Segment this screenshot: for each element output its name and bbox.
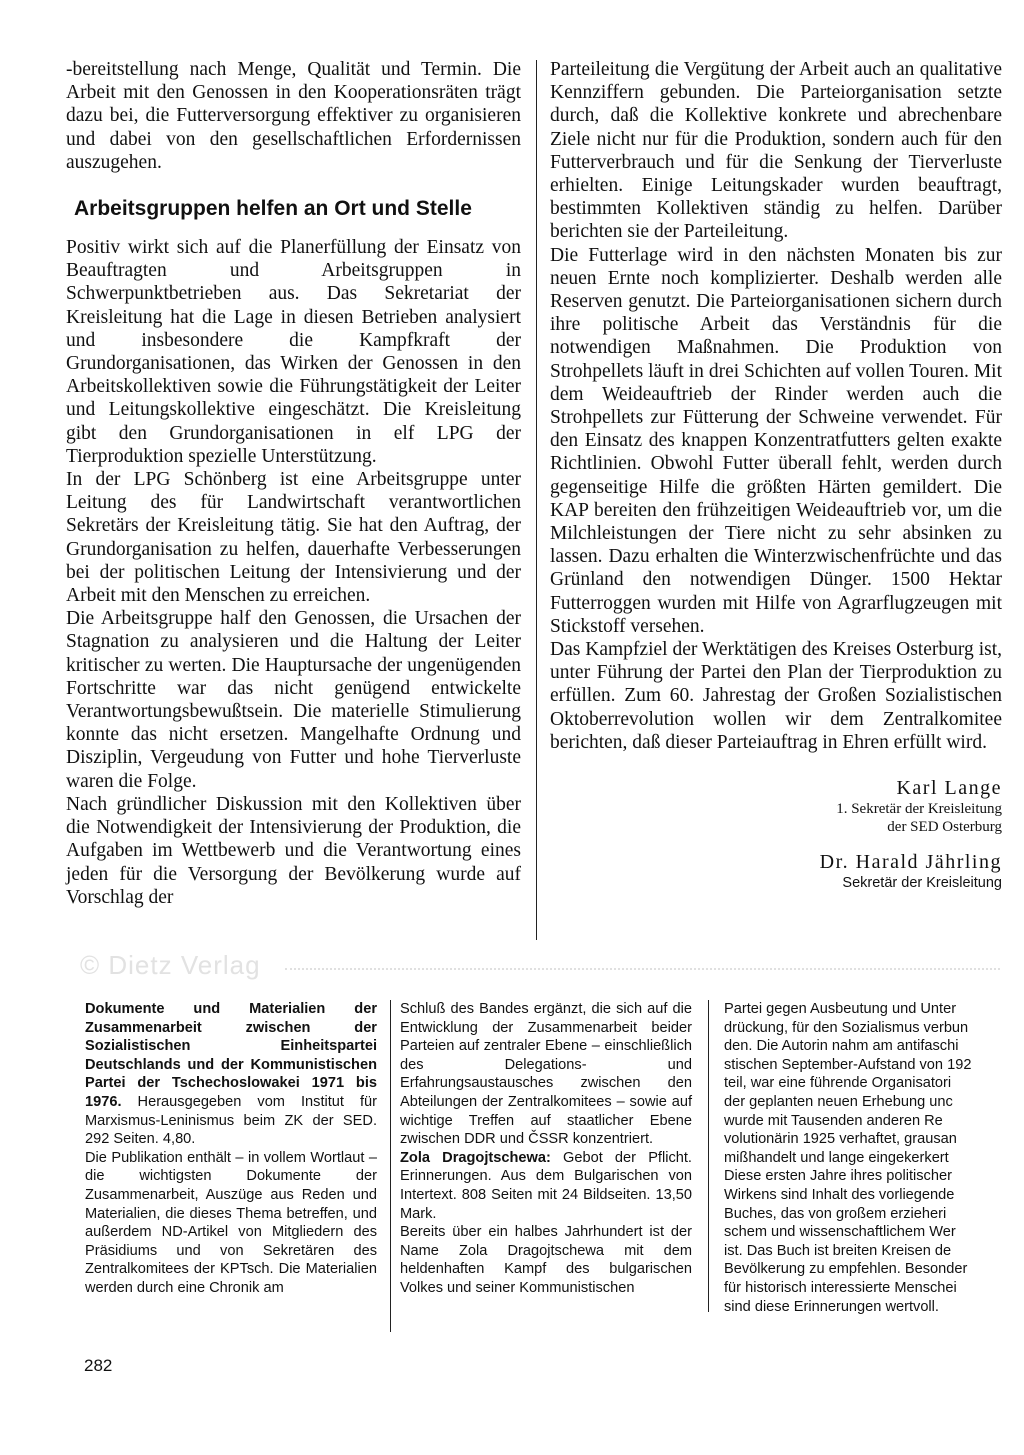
book-title: Zola Dragojtschewa:	[400, 1149, 551, 1166]
book-meta: Gebot der Pflicht. Erinnerungen. Aus dem Bulgarischen von Intertext. 808 Seiten mit 24 Bildseiten. 13,50 Mark.	[400, 1149, 692, 1222]
author-name: Dr. Harald Jährling	[819, 851, 1002, 874]
review-line: teil, war eine führende Organisatori	[724, 1075, 952, 1092]
book-review-column-3	[724, 1000, 1006, 1316]
publisher-watermark: © Dietz Verlag	[80, 950, 261, 980]
article-paragraph: In der LPG Schönberg ist eine Arbeitsgruppe unter Leitung des für Landwirtschaft verantwortlichen Sekretärs der Kreisleitung tätig. Sie hat den Auftrag, der Grundorganisation zu helfen, dauerhafte Verbesserungen bei der politischen Leitung der Intensivierung und der Arbeit mit den Menschen zu erreichen.	[66, 469, 521, 607]
review-paragraph	[85, 1000, 377, 1149]
article-paragraph: -bereitstellung nach Menge, Qualität und Termin. Die Arbeit mit den Genossen in den Kooperationsräten trägt dazu bei, die Futterversorgung effektiver zu organisieren und dabei von den gesellschaftlichen Erfordernissen auszugehen.	[66, 59, 521, 173]
review-line: schem und wissenschaftlichem Wer	[724, 1224, 956, 1241]
review-line: ist. Das Buch ist breiten Kreisen de	[724, 1242, 952, 1259]
review-paragraph	[400, 1149, 692, 1223]
review-line: Diese ersten Jahre ihres politischer	[724, 1168, 952, 1185]
review-paragraph	[724, 1000, 1006, 1316]
review-paragraph: Die Publikation enthält – in vollem Wortlaut – die wichtigsten Dokumente der Zusammenarbeit, Auszüge aus Reden und Materialien, die dieses Thema betreffen, und außerdem ND-Artikel von Mitgliedern des Präsidiums und von Sekretären des Zentralkomitees der KPTsch. Die Materialien werden durch eine Chronik am	[85, 1149, 377, 1296]
review-line: mißhandelt und lange eingekerkert	[724, 1149, 949, 1166]
column-divider	[536, 60, 537, 940]
review-line: Wirkens sind Inhalt des vorliegende	[724, 1186, 955, 1203]
book-review-column-2	[400, 1000, 692, 1298]
left-article-column	[66, 58, 521, 909]
article-paragraph: Parteileitung die Vergütung der Arbeit auch an qualitative Kennziffern gebunden. Die Parteiorganisation setzte durch, daß die Kollektive konkrete und abrechenbare Ziele nicht nur für die Produktion, sondern auch für den Futterverbrauch und für die Senkung der Tierverluste erhielten. Einige Leitungskader wurden beauftragt, bestimmten Kollektiven ständig zu helfen. Darüber berichten sie der Parteileitung.	[550, 59, 1002, 243]
review-line: stischen September-Aufstand von 192	[724, 1056, 972, 1073]
right-article-column	[550, 58, 1002, 892]
review-line: sind diese Erinnerungen wertvoll.	[724, 1298, 939, 1315]
author-role: 1. Sekretär der Kreisleitung	[836, 801, 1002, 818]
review-line: Partei gegen Ausbeutung und Unter	[724, 1001, 957, 1017]
review-line: wurde mit Tausenden anderen Re	[724, 1112, 943, 1129]
review-line: den. Die Autorin nahm am antifaschi	[724, 1038, 959, 1055]
article-paragraph: Das Kampfziel der Werktätigen des Kreises Osterburg ist, unter Führung der Partei den Plan der Tierproduktion zu erfüllen. Zum 60. Jahrestag der Großen Sozialistischen Oktoberrevolution wollen wir dem Zentralkomitee berichten, daß dieser Parteiauftrag in Ehren erfüllt wird.	[550, 639, 1002, 753]
section-heading: Arbeitsgruppen helfen an Ort und Stelle	[74, 197, 472, 221]
signature-block-2	[550, 850, 1002, 892]
article-paragraph: Nach gründlicher Diskussion mit den Kollektiven über die Notwendigkeit der Intensivierung der Produktion, die Aufgaben im Wettbewerb und die Verantwortung eines jeden für die Versorgung der Bevölkerung wurde auf Vorschlag der	[66, 793, 521, 908]
review-line: Bevölkerung zu empfehlen. Besonder	[724, 1261, 968, 1278]
author-role: Sekretär der Kreisleitung	[842, 875, 1002, 892]
book-title: Dokumente und Materialien der Zusammenarbeit zwischen der Sozialistischen Einheitspartei Deutschlands und der Kommunistischen Partei der Tschechoslowakei 1971 bis 1976.	[85, 1001, 377, 1110]
article-paragraph: Die Futterlage wird in den nächsten Monaten bis zur neuen Ernte noch komplizierter. Deshalb werden alle Reserven genutzt. Die Parteiorganisationen sichern durch ihre politische Arbeit das Verständnis für die notwendigen Maßnahmen. Die Produktion von Strohpellets läuft in drei Schichten auf vollen Touren. Mit dem Weideauftrieb der Rinder werden auch die Strohpellets zur Fütterung der Schweine verwendet. Für den Einsatz des knappen Konzentratfutters gelten exakte Richtlinien. Obwohl Futter überall fehlt, werden durch gegenseitige Hilfe die größten Härten gemildert. Die KAP bereiten den frühzeitigen Weideauftrieb vor, um die Milchleistungen der Tiere nicht zu sehr absinken zu lassen. Dazu erhalten die Winterzwischenfrüchte und das Grünland den notwendigen Dünger. 1500 Hektar Futterroggen wurden mit Hilfe von Agrarflugzeugen mit Stickstoff versehen.	[550, 244, 1002, 637]
book-meta: Herausgegeben vom Institut für Marxismus-Leninismus beim ZK der SED. 292 Seiten. 4,80.	[85, 1093, 377, 1148]
review-column-divider	[708, 1000, 709, 1312]
review-column-divider	[390, 1000, 391, 1332]
signature-block-1	[550, 776, 1002, 836]
book-review-column-1	[85, 1000, 377, 1298]
dotted-separator	[285, 968, 1000, 970]
review-line: drückung, für den Sozialismus verbun	[724, 1019, 969, 1036]
author-name: Karl Lange	[896, 777, 1002, 800]
review-line: für historisch interessierte Menschei	[724, 1279, 957, 1296]
review-paragraph: Schluß des Bandes ergänzt, die sich auf die Entwicklung der Zusammenarbeit beider Parteien auf zentraler Ebene – einschließlich des Delegations- und Erfahrungsaustausches zwischen den Abteilungen der Zentralkomitees – sowie auf wichtige Treffen auf staatlicher Ebene zwischen DDR und ČSSR konzentriert.	[400, 1001, 692, 1148]
review-line: volutionärin 1925 verhaftet, grausan	[724, 1131, 957, 1148]
article-paragraph: Die Arbeitsgruppe half den Genossen, die Ursachen der Stagnation zu analysieren und die Haltung der Leiter kritischer zu werten. Die Hauptursache der ungenügenden Fortschritte war das nicht genügend entwickelte Verantwortungsbewußtsein. Die materielle Stimulierung konnte das nicht ersetzen. Mangelhafte Ordnung und Disziplin, Vergeudung von Futter und hohe Tierverluste waren die Folge.	[66, 608, 521, 792]
review-line: Buches, das von großem erzieheri	[724, 1205, 947, 1222]
article-paragraph: Positiv wirkt sich auf die Planerfüllung der Einsatz von Beauftragten und Arbeitsgruppen in Schwerpunktbetrieben aus. Das Sekretariat der Kreisleitung hat die Lage in diesen Betrieben analysiert und insbesondere die Kampfkraft der Grundorganisationen, das Wirken der Genossen in den Arbeitskollektiven sowie die Führungstätigkeit der Leiter und Leitungskollektive eingeschätzt. Die Kreisleitung gibt den Grundorganisationen in elf LPG der Tierproduktion spezielle Unterstützung.	[66, 237, 521, 467]
author-role: der SED Osterburg	[887, 819, 1002, 836]
page-number: 282	[84, 1356, 113, 1375]
review-paragraph: Bereits über ein halbes Jahrhundert ist der Name Zola Dragojtschewa mit dem heldenhaften Kampf des bulgarischen Volkes und seiner Kommunistischen	[400, 1224, 692, 1296]
review-line: der geplanten neuen Erhebung unc	[724, 1093, 953, 1110]
